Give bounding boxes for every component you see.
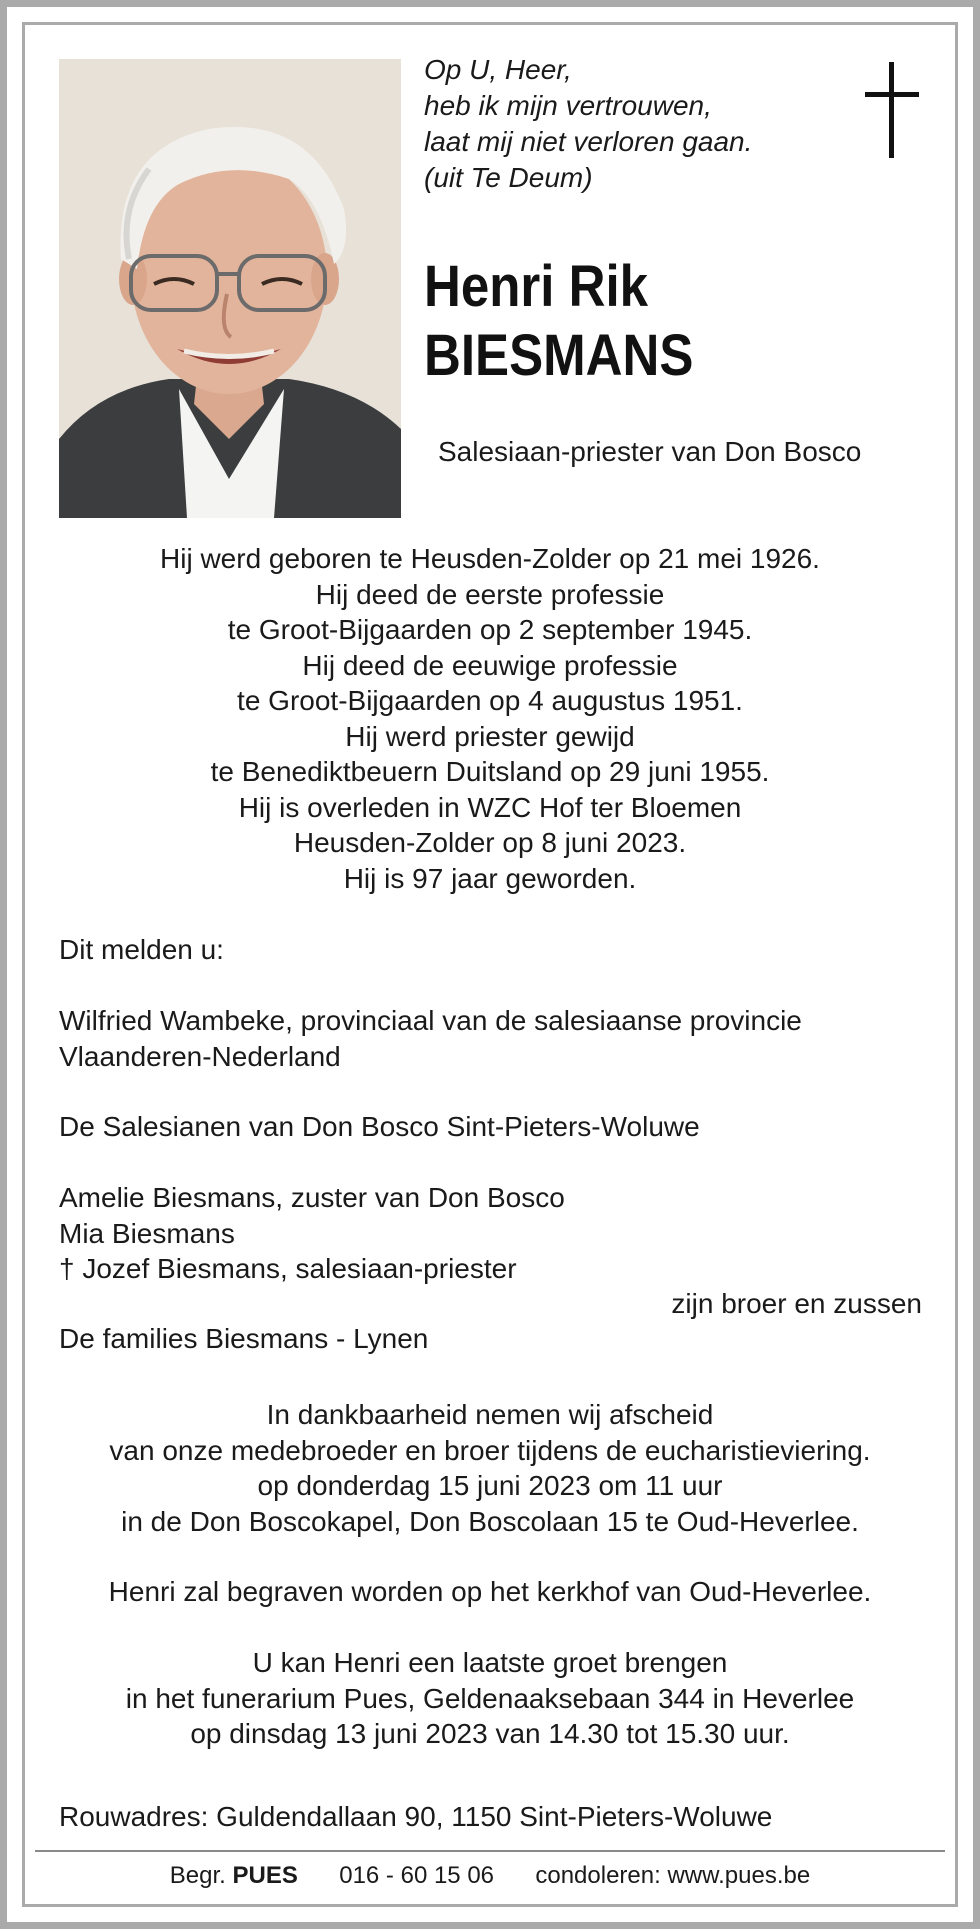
families-line: De families Biesmans - Lynen <box>59 1323 429 1354</box>
quote-line: laat mij niet verloren gaan. <box>424 126 753 157</box>
announcers <box>59 932 919 968</box>
burial-line: Henri zal begraven worden op het kerkhof van Oud-Heverlee. <box>108 1576 872 1607</box>
bio-line: te Benediktbeuern Duitsland op 29 juni 1955. <box>210 756 770 787</box>
quote-line: Op U, Heer, <box>424 54 572 85</box>
last-name: BIESMANS <box>424 323 694 388</box>
visitation-line: in het funerarium Pues, Geldenaaksebaan 344 in Heverlee <box>125 1682 855 1714</box>
deceased-name <box>424 252 882 390</box>
bio-line: Hij werd priester gewijd <box>345 720 635 752</box>
condolences-link[interactable]: condoleren: www.pues.be <box>535 1862 811 1889</box>
siblings <box>59 1180 919 1287</box>
subtitle: Salesiaan-priester van Don Bosco <box>438 436 862 467</box>
bio-line: te Groot-Bijgaarden op 2 september 1945. <box>227 614 753 645</box>
quote <box>424 52 844 196</box>
bio-line: Hij is 97 jaar geworden. <box>343 862 637 894</box>
bio-line: Hij werd geboren te Heusden-Zolder op 21 mei 1926. <box>160 543 820 574</box>
bio-line: te Groot-Bijgaarden op 4 augustus 1951. <box>237 685 743 716</box>
provincial-line: Vlaanderen-Nederland <box>59 1040 341 1072</box>
ceremony-line: van onze medebroeder en broer tijdens de eucharistieviering. <box>109 1434 871 1466</box>
families <box>59 1321 919 1357</box>
community <box>59 1109 919 1145</box>
ceremony <box>40 1397 940 1539</box>
cross-icon <box>862 60 922 165</box>
visitation-line: U kan Henri een laatste groet brengen <box>252 1647 728 1678</box>
footer-prefix: Begr. <box>169 1862 226 1889</box>
footer-divider <box>35 1850 945 1852</box>
bio-line: Hij deed de eerste professie <box>315 578 665 610</box>
quote-line: heb ik mijn vertrouwen, <box>424 90 712 121</box>
address-line: Rouwadres: Guldendallaan 90, 1150 Sint-Pieters-Woluwe <box>59 1801 773 1832</box>
first-names: Henri Rik <box>424 254 649 319</box>
sibling-line: † Jozef Biesmans, salesiaan-priester <box>59 1253 517 1284</box>
ceremony-line: op donderdag 15 juni 2023 om 11 uur <box>257 1470 723 1501</box>
visitation-line: op dinsdag 13 juni 2023 van 14.30 tot 15.30 uur. <box>190 1718 790 1749</box>
mourning-address <box>59 1799 919 1835</box>
footer <box>0 1860 980 1892</box>
biography <box>40 541 940 896</box>
provincial-line: Wilfried Wambeke, provinciaal van de salesiaanse provincie <box>59 1005 802 1036</box>
undertaker-phone: 016 - 60 15 06 <box>339 1862 495 1889</box>
quote-source: (uit Te Deum) <box>424 162 593 193</box>
ceremony-line: in de Don Boscokapel, Don Boscolaan 15 te Oud-Heverlee. <box>121 1505 859 1537</box>
portrait-photo <box>59 59 401 518</box>
bio-line: Hij deed de eeuwige professie <box>302 649 678 681</box>
bio-line: Heusden-Zolder op 8 juni 2023. <box>293 827 687 858</box>
undertaker-name: PUES <box>232 1862 298 1889</box>
siblings-relation: zijn broer en zussen <box>671 1288 922 1319</box>
visitation <box>40 1645 940 1752</box>
community-line: De Salesianen van Don Bosco Sint-Pieters-Woluwe <box>59 1111 700 1142</box>
ceremony-line: In dankbaarheid nemen wij afscheid <box>266 1399 714 1430</box>
burial <box>40 1574 940 1610</box>
sibling-line: Mia Biesmans <box>59 1217 235 1249</box>
provincial <box>59 1003 919 1074</box>
sibling-line: Amelie Biesmans, zuster van Don Bosco <box>59 1182 565 1213</box>
bio-line: Hij is overleden in WZC Hof ter Bloemen <box>238 791 742 823</box>
announcers-intro: Dit melden u: <box>59 934 224 965</box>
